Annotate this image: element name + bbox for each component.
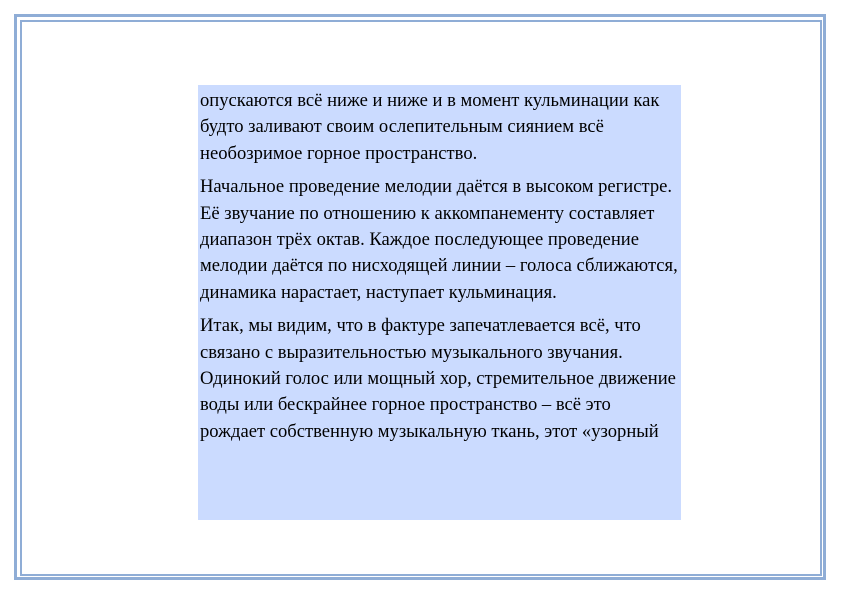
paragraph-3: Итак, мы видим, что в фактуре запечатлевается всё, что связано с выразительностью музыкального звучания. Одинокий голос или мощный хор, стремительное движение воды или бескрайнее горное пространство – всё это рождает собственную музыкальную ткань, этот «узорный xyxy=(200,315,676,442)
text-block xyxy=(198,85,681,520)
paragraph-1: опускаются всё ниже и ниже и в момент кульминации как будто заливают своим ослепительным сиянием всё необозримое горное пространство. xyxy=(200,90,660,164)
paragraph-2: Начальное проведение мелодии даётся в высоком регистре. Её звучание по отношению к аккомпанементу составляет диапазон трёх октав. Каждое последующее проведение мелодии даётся по нисходящей линии – голоса сближаются, динамика нарастает, наступает кульминация. xyxy=(200,176,678,303)
